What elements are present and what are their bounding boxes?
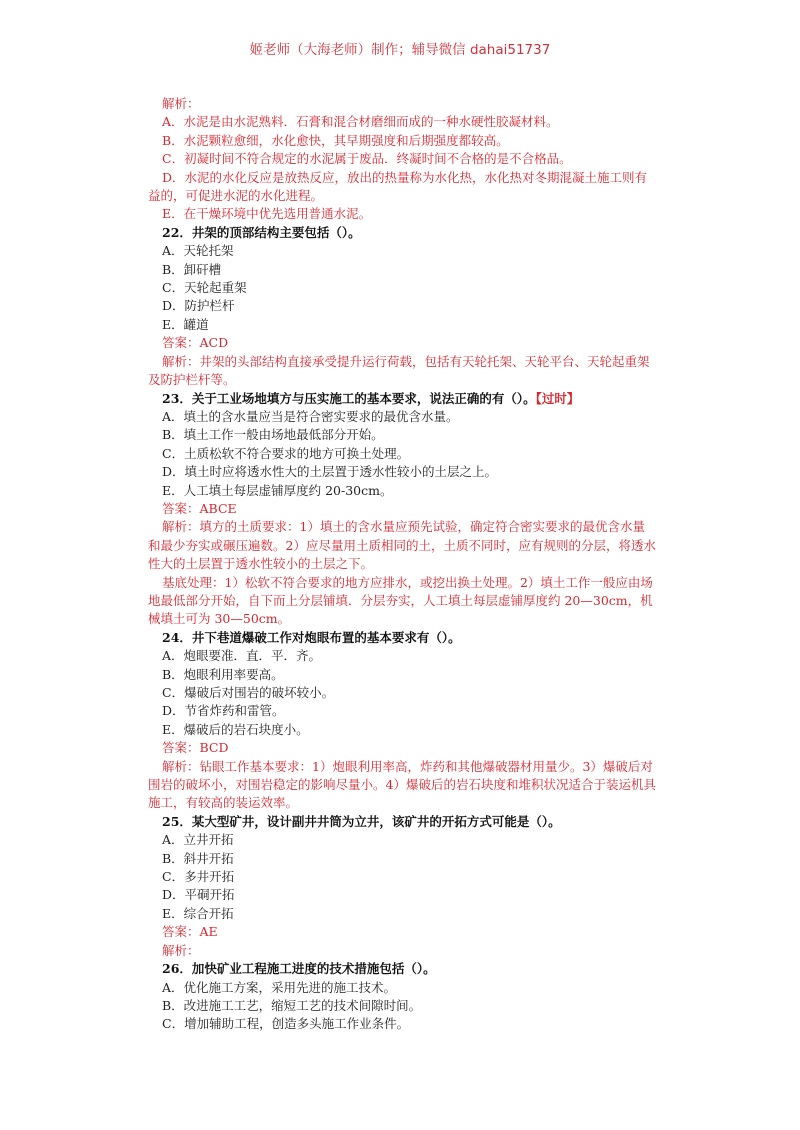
analysis-line (148, 518, 656, 573)
text-line (148, 150, 656, 168)
question-stem (148, 629, 656, 647)
option-line (148, 831, 656, 849)
option-line (148, 886, 656, 904)
line-text: B．填土工作一般由场地最低部分开始。 (162, 427, 384, 443)
line-text: 答案：ACD (162, 335, 229, 351)
line-text: B．水泥颗粒愈细，水化愈快，其早期强度和后期强度都较高。 (162, 132, 509, 148)
line-text: 解析： (162, 96, 200, 111)
option-line (148, 1015, 656, 1033)
line-text: E．在干燥环境中优先选用普通水泥。 (162, 206, 372, 222)
line-text: D．平硐开拓 (162, 887, 235, 903)
line-text: 24．井下巷道爆破工作对炮眼布置的基本要求有（）。 (162, 629, 461, 645)
line-text: C．爆破后对围岩的破坏较小。 (162, 685, 335, 700)
line-text: B．改进施工工艺，缩短工艺的技术间隙时间。 (162, 997, 422, 1013)
option-line (148, 408, 656, 426)
analysis-line (148, 942, 656, 960)
line-text: C．多井开拓 (162, 869, 235, 885)
line-text: E．爆破后的岩石块度小。 (162, 721, 309, 737)
line-text: C．初凝时间不符合规定的水泥属于废品．终凝时间不合格的是不合格品。 (162, 151, 572, 167)
line-text: 答案：ABCE (162, 500, 237, 516)
line-text: A．水泥是由水泥熟料．石膏和混合材磨细而成的一种水硬性胶凝材料。 (162, 114, 559, 130)
line-text: B．卸矸槽 (162, 261, 222, 277)
line-text: 23．关于工业场地填方与压实施工的基本要求，说法正确的有（）。 (162, 390, 536, 406)
text-line (148, 113, 656, 131)
text-line (148, 205, 656, 223)
option-line (148, 702, 656, 720)
option-line (148, 482, 656, 500)
line-text: 解析：井架的头部结构直接承受提升运行荷载，包括有天轮托架、天轮平台、天轮起重架及防护栏杆等。 (148, 353, 650, 388)
option-line (148, 242, 656, 260)
line-text: D．填土时应将透水性大的土层置于透水性较小的土层之上。 (162, 464, 498, 480)
line-text: E．综合开拓 (162, 905, 234, 921)
page-header: 姬老师（大海老师）制作；辅导微信 dahai51737 (249, 42, 551, 58)
text-line (148, 132, 656, 150)
line-text: 答案：AE (162, 924, 218, 940)
option-line (148, 868, 656, 886)
line-text: E．罐道 (162, 316, 209, 332)
line-text: 答案：BCD (162, 740, 229, 756)
option-line (148, 279, 656, 297)
answer-line (148, 334, 656, 352)
option-line (148, 979, 656, 997)
line-text: 解析： (162, 942, 200, 958)
outdated-tag: 【过时】 (535, 390, 580, 406)
option-line (148, 261, 656, 279)
line-text: 25．某大型矿井，设计副井井筒为立井，该矿井的开拓方式可能是（）。 (162, 813, 561, 829)
option-line (148, 463, 656, 481)
question-stem (148, 813, 656, 831)
line-text: B．斜井开拓 (162, 850, 234, 866)
line-text: C．天轮起重架 (162, 280, 247, 296)
analysis-line (148, 353, 656, 390)
text-line (148, 574, 656, 629)
line-text: D．节省炸药和雷管。 (162, 703, 285, 719)
line-text: 解析：钻眼工作基本要求：1）炮眼利用率高，炸药和其他爆破器材用量少。3）爆破后对围岩的破坏小，对围岩稳定的影响尽量小。4）爆破后的岩石块度和堆积状况适合于装运机具施工，有较高的装运效率。 (148, 758, 656, 811)
document-body (148, 95, 656, 1034)
option-line (148, 647, 656, 665)
line-text: A．天轮托架 (162, 243, 234, 259)
line-text: D．水泥的水化反应是放热反应，放出的热量称为水化热，水化热对冬期混凝土施工则有益的，可促进水泥的水化进程。 (148, 169, 648, 204)
line-text: 26．加快矿业工程施工进度的技术措施包括（）。 (162, 961, 436, 977)
line-text: B．炮眼利用率要高。 (162, 666, 284, 682)
line-text: D．防护栏杆 (162, 298, 235, 314)
answer-line (148, 500, 656, 518)
text-line (148, 169, 656, 206)
line-text: A．优化施工方案，采用先进的施工技术。 (162, 979, 397, 995)
analysis-line (148, 95, 656, 113)
option-line (148, 426, 656, 444)
option-line (148, 850, 656, 868)
analysis-line (148, 758, 656, 813)
answer-line (148, 923, 656, 941)
line-text: A．炮眼要准．直．平．齐。 (162, 648, 322, 664)
option-line (148, 684, 656, 702)
answer-line (148, 739, 656, 757)
option-line (148, 997, 656, 1015)
option-line (148, 666, 656, 684)
option-line (148, 316, 656, 334)
line-text: A．填土的含水量应当是符合密实要求的最优含水量。 (162, 408, 459, 424)
line-text: A．立井开拓 (162, 832, 234, 848)
line-text: 解析：填方的土质要求：1）填土的含水量应预先试验，确定符合密实要求的最优含水量和最少夯实或碾压遍数。2）应尽量用土质相同的土，土质不同时，应有规则的分层，将透水性大的土层置于透水性较小的土层之下。 (148, 519, 656, 572)
line-text: 基底处理：1）松软不符合要求的地方应排水，或挖出换土处理。2）填土工作一般应由场地最低部分开始，自下而上分层铺填．分层夯实，人工填土每层虚铺厚度约 20—30cm，机械填土可为 30—50cm。 (148, 574, 653, 627)
option-line (148, 905, 656, 923)
line-text: 22．井架的顶部结构主要包括（）。 (162, 224, 361, 240)
question-stem (148, 224, 656, 242)
option-line (148, 297, 656, 315)
question-stem (148, 960, 656, 978)
option-line (148, 721, 656, 739)
line-text: E．人工填土每层虚铺厚度约 20-30cm。 (162, 482, 393, 498)
line-text: C．增加辅助工程，创造多头施工作业条件。 (162, 1016, 410, 1032)
option-line (148, 445, 656, 463)
question-stem (148, 390, 656, 408)
line-text: C．土质松软不符合要求的地方可换土处理。 (162, 445, 410, 461)
